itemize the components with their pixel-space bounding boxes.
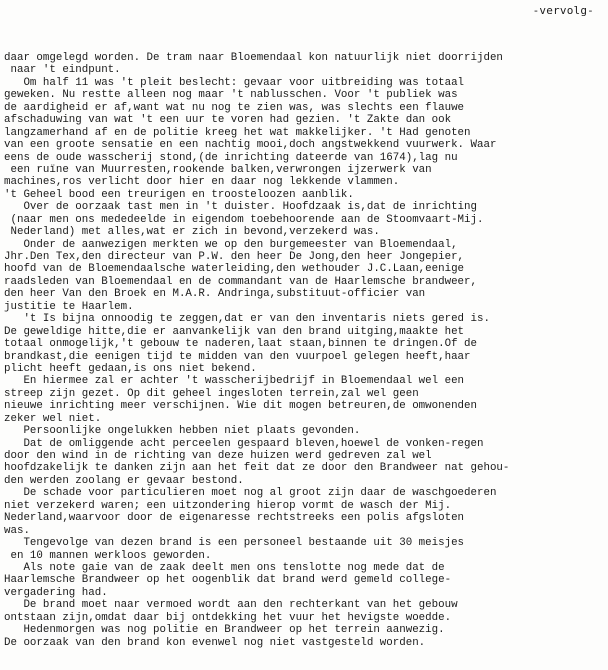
text-line: (naar men ons mededeelde in eigendom toebehoorende aan de Stoomvaart-Mij. [4,213,484,226]
text-line: Nederland,waarvoor door de eigenaresse rechtstreeks een polis afgsloten [4,512,465,525]
continued-label: -vervolg- [532,4,594,17]
text-line: Nederland) met alles,wat er zich in bevond,verzekerd was. [4,226,380,239]
text-line: van een groote sensatie en een nachtig mooi,doch angstwekkend vuurwerk. Waar [4,139,497,152]
text-line: langzamerhand af en de politie kreeg het wat makkelijker. 't Had genoten [4,126,471,139]
text-line: Om half 11 was 't pleit beslecht: gevaar voor uitbreiding was totaal [4,76,465,89]
text-line: Dat de omliggende acht perceelen gespaard bleven,hoewel de vonken-regen [4,437,484,450]
text-line: ontstaan zijn,omdat daar bij ontdekking het vuur het hevigste woedde. [4,611,452,624]
text-line: en 10 mannen werkloos geworden. [4,549,212,562]
text-line: den heer Van den Broek en M.A.R. Andringa,substituut-officier van [4,288,426,301]
text-line: Tengevolge van dezen brand is een personeel bestaande uit 30 meisjes [4,537,465,550]
text-line: Onder de aanwezigen merkten we op den burgemeester van Bloemendaal, [4,238,458,251]
text-line: nieuwe inrichting meer verschijnen. Wie dit mogen betreuren,de omwonenden [4,400,477,413]
text-line: streep zijn gezet. Op dit geheel ingesloten terrein,zal wel geen [4,387,419,400]
text-line: hoofdzakelijk te danken zijn aan het feit dat ze door den Brandweer nat gehou- [4,462,510,475]
text-line: de aardigheid er af,want wat nu nog te zien was, was slechts een flauwe [4,101,465,114]
text-line: En hiermee zal er achter 't wasscherijbedrijf in Bloemendaal wel een [4,375,465,388]
text-line: een ruïne van Muurresten,rookende balken,verwrongen ijzerwerk van [4,163,432,176]
text-line: niet verzekerd waren; een uitzondering hierop vormt de wasch der Mij. [4,499,452,512]
text-line: De schade voor particulieren moet nog al groot zijn daar de waschgoederen [4,487,497,500]
text-line: De brand moet naar vermoed wordt aan den rechterkant van het gebouw [4,599,458,612]
text-line: Als note gaie van de zaak deelt men ons tenslotte nog mede dat de [4,561,445,574]
text-line: eens de oude wasscherij stond,(de inrichting dateerde van 1674),lag nu [4,151,458,164]
text-line: 't Geheel bood een treurigen en troosteloozen aanblik. [4,188,354,201]
text-line: Haarlemsche Brandweer op het oogenblik dat brand werd gemeld college- [4,574,452,587]
text-line: den werden zoolang er gevaar bestond. [4,474,244,487]
text-line: geweken. Nu restte alleen nog maar 't nablusschen. Voor 't publiek was [4,89,458,102]
text-line: totaal onmogelijk,'t gebouw te naderen,laat staan,binnen te dringen.Of de [4,338,477,351]
text-line: was. [4,524,30,537]
text-line: raadsleden van Bloemendaal en de commandant van de Haarlemsche brandweer, [4,275,477,288]
text-line: brandkast,die eenigen tijd te midden van den vuurpoel gelegen heeft,haar [4,350,471,363]
text-line: Jhr.Den Tex,den directeur van P.W. den heer De Jong,den heer Jongepier, [4,251,465,263]
text-line: afschaduwing van wat 't een uur te voren had gezien. 't Zakte dan ook [4,114,452,127]
text-line: daar omgelegd worden. De tram naar Bloemendaal kon natuurlijk niet doorrijden [4,52,503,64]
text-line: Persoonlijke ongelukken hebben niet plaats gevonden. [4,425,361,438]
text-line: hoofd van de Bloemendaalsche waterleiding,den wethouder J.C.Laan,eenige [4,263,465,276]
text-line: justitie te Haarlem. [4,300,134,313]
text-line: machines,ros verlicht door hier en daar nog lekkende vlammen. [4,176,400,189]
text-line: 't Is bijna onnoodig te zeggen,dat er van den inventaris niets gered is. [4,313,490,326]
text-line: Over de oorzaak tast men in 't duister. Hoofdzaak is,dat de inrichting [4,201,477,214]
text-line: vergadering had. [4,586,108,599]
text-line: Hedenmorgen was nog politie en Brandweer op het terrein aanwezig. [4,624,445,637]
article-body [4,52,604,649]
text-line: door den wind in de richting van deze huizen werd gedreven zal wel [4,450,432,462]
text-line: zeker wel niet. [4,412,102,425]
text-line: De oorzaak van den brand kon evenwel nog niet vastgesteld worden. [4,636,426,649]
text-line: plicht heeft gedaan,is ons niet bekend. [4,362,257,375]
text-line: naar 't eindpunt. [4,64,121,77]
text-line: De geweldige hitte,die er aanvankelijk van den brand uitging,maakte het [4,325,465,338]
